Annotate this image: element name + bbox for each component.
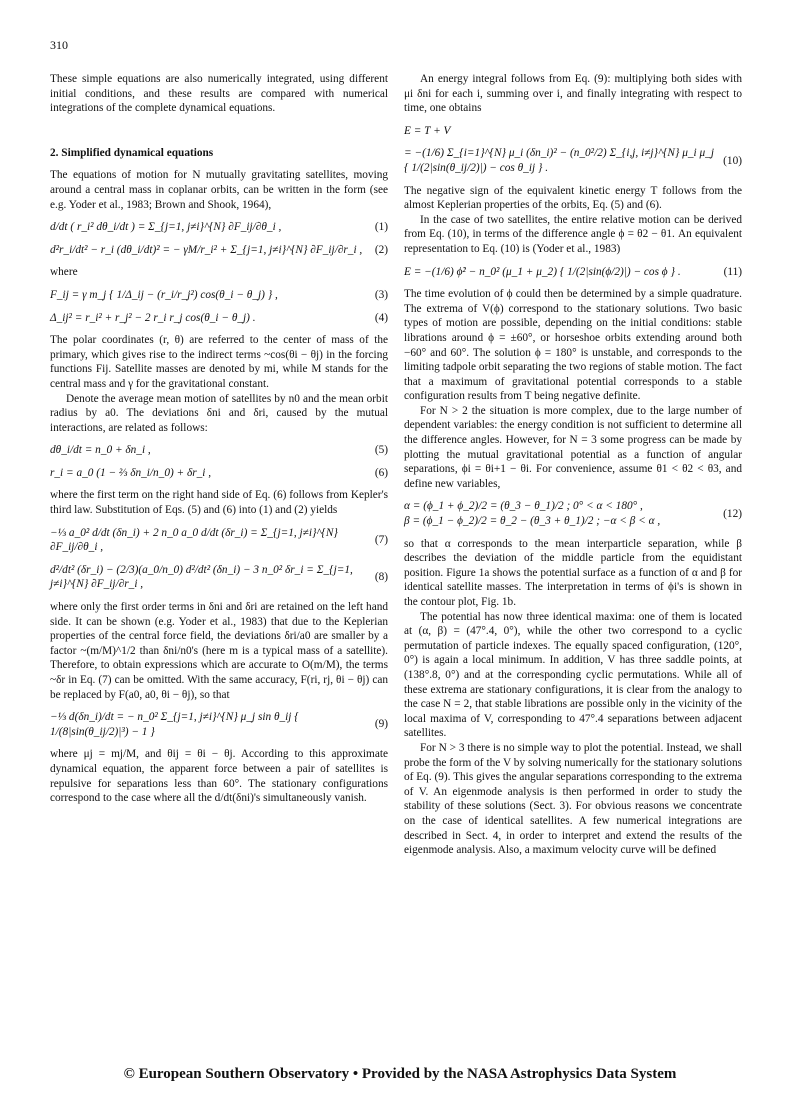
footer-credit: © European Southern Observatory • Provided by the NASA Astrophysics Data System: [123, 1066, 677, 1082]
equation-number: (5): [374, 444, 388, 457]
equation-number: (1): [374, 221, 388, 234]
paragraph: The potential has now three identical maxima: one of them is located at (α, β) = (47°.4, 0°), while the other two correspond to a cyclic permutation of particle indexes. The equally spaced configuration, (120°, 0°) is again a local minimum. In addition, V has three saddle points, at (138°.8, 0°) and at the corresponding cyclic permutations. While all of these extrema are stationary configurations, it is clear from the analogy to the case N = 2, that stable librations are possible only in the vicinity of the local maxima of V, corresponding to 47°.4 separations between adjacent satellites.: [404, 610, 742, 740]
equation-8: d²/dt² (δr_i) − (2/3)(a_0/n_0) d²/dt² (δn_i) − 3 n_0² δr_i = Σ_{j=1, j≠i}^{N} ∂F_ij/∂r_i , (8): [50, 563, 388, 591]
equation-number: (6): [374, 466, 388, 479]
paragraph: In the case of two satellites, the entire relative motion can be derived from Eq. (10), in terms of the difference angle ϕ = θ2 − θ1. An equivalent representation to Eq. (10) is (Yoder et al., 1983): [404, 213, 742, 255]
paragraph: For N > 2 the situation is more complex, due to the large number of dependent variables: the energy condition is not sufficient to determine all the difference angles. However, for N = 3 some progress can be made by plotting the mutual gravitational potential as a function of angular separations, ϕi = θi+1 − θi. For convenience, assume θ1 < θ2 < θ3, and define new variables,: [404, 404, 742, 490]
paragraph: where only the first order terms in δni and δri are retained on the left hand side. It can be shown (e.g. Yoder et al., 1983) that due to the Keplerian properties of the central force field, the deviations δri/a0 are smaller by a factor ~(m/M)^1/2 than δni/n0's (here m is a typical mass of a satellite). Therefore, to obtain expressions which are accurate to O(m/M), the terms ~δr in Eq. (7) can be omitted. With the same accuracy, F(ri, rj, θi − θj) can be replaced by F(a0, a0, θi − θj), so that: [50, 601, 388, 701]
equation-6: r_i = a_0 (1 − ⅔ δn_i/n_0) + δr_i , (6): [50, 466, 388, 479]
equation-number: (7): [374, 533, 388, 546]
paragraph: The negative sign of the equivalent kinetic energy T follows from the almost Keplerian properties of the orbits, Eq. (5) and (6).: [404, 184, 742, 212]
equation-2: d²r_i/dt² − r_i (dθ_i/dt)² = − γM/r_i² + Σ_{j=1, j≠i}^{N} ∂F_ij/∂r_i , (2): [50, 243, 388, 256]
paragraph: These simple equations are also numerically integrated, using different initial conditions, and these results are compared with numerical integrations of the complete dynamical equations.: [50, 73, 388, 115]
equation-number: (2): [374, 243, 388, 256]
section-heading: 2. Simplified dynamical equations: [50, 146, 214, 159]
paragraph: An energy integral follows from Eq. (9): multiplying both sides with μi δni for each i, summing over i, and finally integrating with respect to time, one obtains: [404, 73, 742, 115]
paragraph: so that α corresponds to the mean interparticle separation, while β describes the deviation of the middle particle from the equidistant position. Figure 1a shows the potential surface as a function of α and β for identical satellite masses. The interpretation in terms of ϕi's is shown in the contour plot, Fig. 1b.: [404, 537, 742, 608]
equation-10a: E = T + V: [404, 124, 451, 137]
paragraph: For N > 3 there is no simple way to plot the potential. Instead, we shall probe the form of the V by solving numerically for the stationary solutions of Eq. (9). This gives the angular separations corresponding to the extrema of V. An eigenmode analysis is then performed in order to study the stability of these solutions (Sect. 3). For obvious reasons we concentrate on the case of identical satellites. A few numerical integrations are described in Sect. 4, in order to interpret and extend the results of the eigenmode analysis. Also, a maximum velocity curve will be defined: [404, 741, 742, 857]
equation-12: [404, 499, 742, 528]
paragraph: where μj = mj/M, and θij = θi − θj. According to this approximate dynamical equation, the apparent force between a pair of satellites is repulsive for separations less than 60°. The stationary configurations correspond to the case where all the d/dt(δni)'s simultaneously vanish.: [50, 748, 388, 805]
equation-9: −⅓ d(δn_i)/dt = − n_0² Σ_{j=1, j≠i}^{N} μ_j sin θ_ij { 1/(8|sin(θ_ij/2)|³) − 1 } (9): [50, 711, 388, 738]
equation-4: Δ_ij² = r_i² + r_j² − 2 r_i r_j cos(θ_i − θ_j) . (4): [50, 311, 388, 324]
paragraph: Denote the average mean motion of satellites by n0 and the mean orbit radius by a0. The deviations δni and δri, caused by the mutual interactions, are related as follows:: [50, 392, 388, 434]
equation-number: (4): [374, 311, 388, 324]
equation-number: (3): [374, 288, 388, 301]
left-column: [50, 72, 388, 806]
equation-number: (8): [374, 571, 388, 584]
equation-number: (10): [723, 154, 742, 167]
paragraph: where the first term on the right hand side of Eq. (6) follows from Kepler's third law. Substitution of Eqs. (5) and (6) into (1) and (2) yields: [50, 489, 388, 517]
right-column: [404, 72, 742, 858]
equation-number: (12): [723, 507, 742, 520]
equation-11: E = −(1/6) ϕ̇² − n_0² (μ_1 + μ_2) { 1/(2|sin(ϕ/2)|) − cos ϕ } . (11): [404, 265, 742, 278]
equation-12-line-2: β = (ϕ_1 − ϕ_2)/2 = θ_2 − (θ_3 + θ_1)/2 ; −α < β < α ,: [404, 515, 661, 528]
paragraph: where: [50, 266, 78, 279]
equation-12-line-1: α = (ϕ_1 + ϕ_2)/2 = (θ_3 − θ_1)/2 ; 0° < α < 180° ,: [404, 500, 643, 513]
paragraph: The equations of motion for N mutually gravitating satellites, moving around a central mass in coplanar orbits, can be written in the form (see e.g. Yoder et al., 1983; Brown and Shook, 1964),: [50, 169, 388, 211]
paragraph: The polar coordinates (r, θ) are referred to the center of mass of the primary, which gives rise to the indirect terms ~cos(θi − θj) in the forcing functions Fij. Satellite masses are denoted by mi, while M stands for the central mass and γ for the gravitational constant.: [50, 334, 388, 390]
equation-1: d/dt ( r_i² dθ_i/dt ) = Σ_{j=1, j≠i}^{N} ∂F_ij/∂θ_i , (1): [50, 221, 388, 234]
equation-3: F_ij = γ m_j { 1/Δ_ij − (r_i/r_j²) cos(θ_i − θ_j) } , (3): [50, 288, 388, 301]
equation-5: dθ_i/dt = n_0 + δn_i , (5): [50, 444, 388, 457]
equation-number: (11): [723, 265, 742, 278]
equation-10: = −(1/6) Σ_{i=1}^{N} μ_i (δn_i)² − (n_0²/2) Σ_{i,j, i≠j}^{N} μ_i μ_j { 1/(2|sin(θ_ij/2)|) − cos θ_ij } . (10): [404, 147, 742, 174]
page-number: 310: [50, 38, 68, 52]
equation-7: −⅓ a_0² d/dt (δn_i) + 2 n_0 a_0 d/dt (δr_i) = Σ_{j=1, j≠i}^{N} ∂F_ij/∂θ_i , (7): [50, 526, 388, 554]
equation-number: (9): [374, 718, 388, 731]
paragraph: The time evolution of ϕ could then be determined by a simple quadrature. The extrema of V(ϕ) correspond to the stationary solutions. Two basic types of motion are possible, depending on the initial conditions: stable librations around ϕ = ±60°, or horseshoe orbits extending around both −60° and 60°. The solution ϕ = 180° is unstable, and corresponds to the limiting tadpole orbit separating the two regions of stable motion. The fact that a maximum of gravitational potential corresponds to a stable configuration results from T being negative definite.: [404, 288, 742, 403]
